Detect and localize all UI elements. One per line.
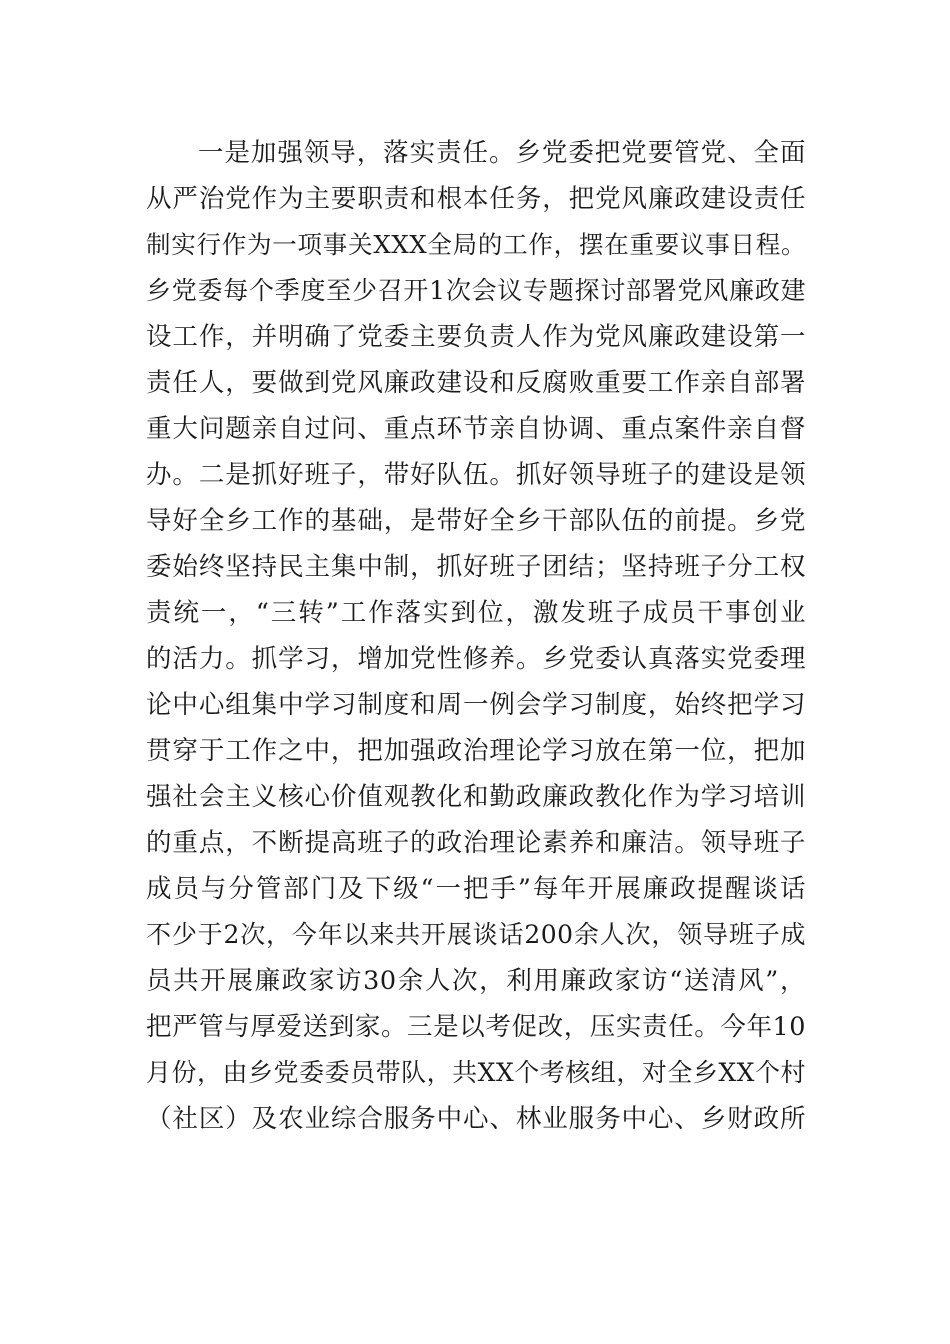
paragraph-line: 责统一，“三转”工作落实到位，激发班子成员干事创业 bbox=[146, 598, 806, 628]
paragraph-line: 委始终坚持民主集中制，抓好班子团结；坚持班子分工权 bbox=[146, 552, 806, 582]
paragraph-line: 办。二是抓好班子，带好队伍。抓好领导班子的建设是领 bbox=[146, 460, 806, 490]
paragraph-line: 重大问题亲自过问、重点环节亲自协调、重点案件亲自督 bbox=[146, 414, 806, 444]
paragraph-line: 把严管与厚爱送到家。三是以考促改，压实责任。今年10 bbox=[146, 1012, 806, 1042]
paragraph-line: 乡党委每个季度至少召开1次会议专题探讨部署党风廉政建 bbox=[146, 276, 806, 305]
paragraph-line: 从严治党作为主要职责和根本任务，把党风廉政建设责任 bbox=[146, 184, 806, 214]
paragraph-line: （社区）及农业综合服务中心、林业服务中心、乡财政所 bbox=[146, 1104, 806, 1134]
paragraph-line: 的重点，不断提高班子的政治理论素养和廉洁。领导班子 bbox=[146, 828, 806, 858]
paragraph-line: 员共开展廉政家访30余人次，利用廉政家访“送清风”， bbox=[146, 966, 806, 996]
paragraph-line: 一是加强领导，落实责任。乡党委把党要管党、全面 bbox=[198, 138, 806, 168]
paragraph-line: 强社会主义核心价值观教化和勤政廉政教化作为学习培训 bbox=[146, 782, 806, 812]
paragraph-line: 不少于2次，今年以来共开展谈话200余人次，领导班子成 bbox=[146, 920, 806, 949]
paragraph-line: 论中心组集中学习制度和周一例会学习制度，始终把学习 bbox=[146, 690, 806, 720]
paragraph-line: 月份，由乡党委委员带队，共XX个考核组，对全乡XX个村 bbox=[146, 1058, 806, 1087]
paragraph-line: 制实行作为一项事关XXX全局的工作，摆在重要议事日程。 bbox=[146, 230, 806, 259]
paragraph-line: 责任人，要做到党风廉政建设和反腐败重要工作亲自部署 bbox=[146, 368, 806, 398]
paragraph-line: 设工作，并明确了党委主要负责人作为党风廉政建设第一 bbox=[146, 322, 806, 352]
paragraph-line: 导好全乡工作的基础，是带好全乡干部队伍的前提。乡党 bbox=[146, 506, 806, 536]
paragraph-line: 贯穿于工作之中，把加强政治理论学习放在第一位，把加 bbox=[146, 736, 806, 766]
paragraph-line: 成员与分管部门及下级“一把手”每年开展廉政提醒谈话 bbox=[146, 874, 806, 904]
paragraph-line: 的活力。抓学习，增加党性修养。乡党委认真落实党委理 bbox=[146, 644, 806, 674]
